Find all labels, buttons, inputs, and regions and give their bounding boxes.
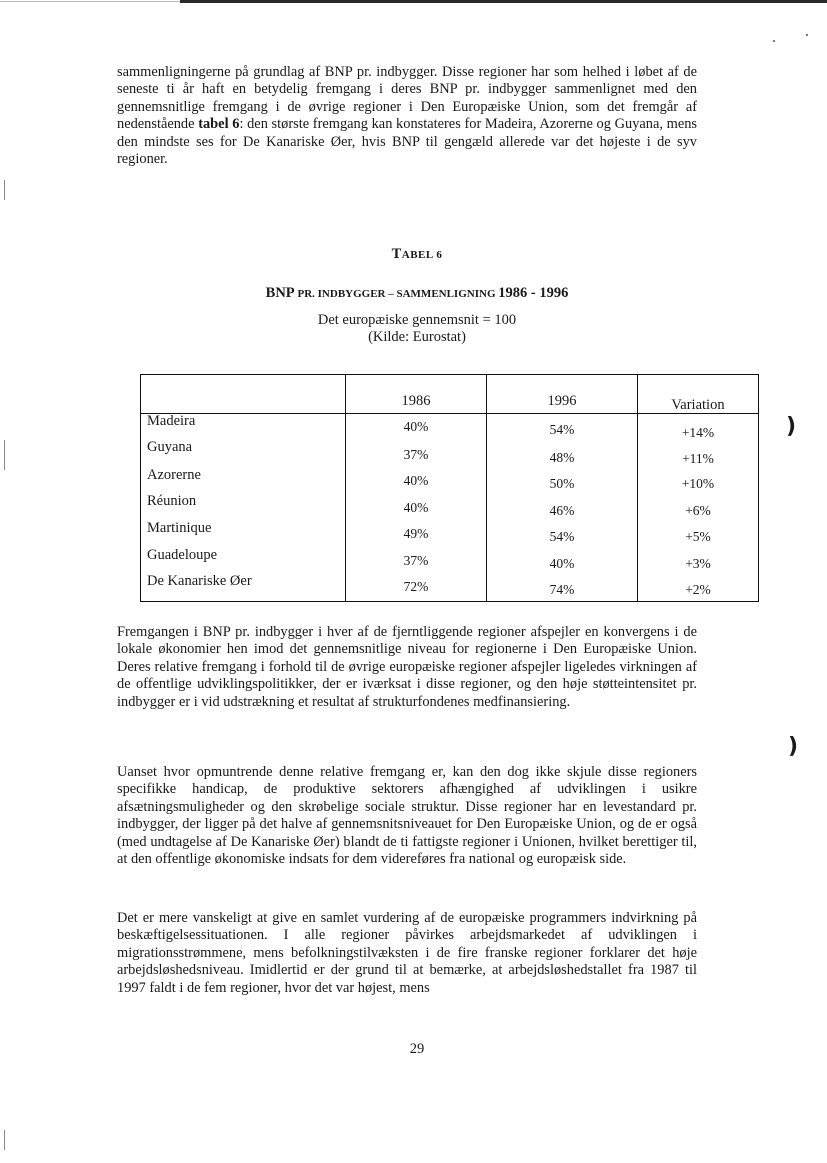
- page-number: 29: [409, 1041, 425, 1057]
- column-header-variation: Variation: [671, 397, 725, 413]
- table-row-region: De Kanariske Øer: [147, 573, 252, 589]
- scan-top-edge: [180, 0, 827, 3]
- gdp-table: [140, 374, 759, 602]
- table-title: BNP PR. INDBYGGER – SAMMENLIGNING 1986 - 1996: [265, 285, 569, 301]
- column-header-1996: 1996: [547, 393, 577, 409]
- table-row-region: Guyana: [147, 439, 193, 455]
- table-cell-1996: 40%: [549, 556, 575, 571]
- table-cell-variation: +6%: [685, 503, 711, 518]
- table-cell-1986: 40%: [403, 419, 429, 434]
- table-cell-1986: 49%: [403, 526, 429, 541]
- scan-left-mark: [4, 180, 5, 200]
- scan-speck: [773, 40, 775, 42]
- scan-speck: [806, 34, 808, 36]
- paragraph-convergence: Fremgangen i BNP pr. indbygger i hver af de fjerntliggende regioner afspejler en konvergens i de lokale økonomier hen imod det gennemsnitlige niveau for regionerne i Den Europæiske Union. Deres relative fremgang i forhold til de øvrige europæiske regioner afspejler ligeledes virkningen af de offentlige udviklingspolitikker, der er iværksat i disse regioner, og den høje støtteintensitet pr. indbygger er i vid udstrækning et resultat af strukturfondenes medfinansiering.: [117, 624, 697, 710]
- table-reference: tabel 6: [198, 116, 240, 133]
- scan-top-edge-faint: [0, 1, 180, 2]
- table-source: (Kilde: Eurostat): [368, 329, 466, 345]
- table-row-region: Guadeloupe: [147, 547, 218, 563]
- table-cell-variation: +10%: [681, 476, 715, 491]
- table-row-region: Madeira: [147, 413, 196, 429]
- table-cell-1986: 40%: [403, 500, 429, 515]
- table-cell-variation: +14%: [681, 425, 715, 440]
- scan-left-mark: [4, 1130, 5, 1150]
- table-caption: TABEL 6: [391, 246, 443, 262]
- paragraph-text-run: : den største fremgang kan konstateres for Madeira, Azorerne og Guyana, mens den mindste ses for De Kanariske Øer, hvis BNP til gengæld allerede var det højeste i de syv regioner.: [117, 116, 698, 168]
- table-cell-variation: +3%: [685, 556, 711, 571]
- table-cell-1996: 50%: [549, 476, 575, 491]
- table-cell-1996: 74%: [549, 582, 575, 597]
- table-cell-variation: +5%: [685, 529, 711, 544]
- scan-left-mark: [4, 440, 5, 470]
- scan-margin-mark: ): [786, 414, 797, 439]
- table-cell-1986: 37%: [403, 553, 429, 568]
- table-row-region: Réunion: [147, 493, 197, 509]
- table-cell-1986: 40%: [403, 473, 429, 488]
- table-row-region: Azorerne: [147, 467, 201, 483]
- table-cell-1996: 46%: [549, 503, 575, 518]
- table-cell-1996: 54%: [549, 529, 575, 544]
- paragraph-text-run: sammenligningerne på grundlag af BNP pr. indbygger. Disse regioner har som helhed i løbet af de seneste ti år haft en betydelig fremgang i deres BNP pr. indbygger sammenlignet med den gennemsnitlige fremgang i de øvrige regioner i Den Europæiske Union, som det fremgår af nedenstående: [117, 64, 697, 133]
- table-subtitle: Det europæiske gennemsnit = 100: [317, 312, 517, 328]
- table-cell-variation: +11%: [682, 451, 714, 466]
- paragraph-intro: [117, 64, 697, 168]
- paragraph-handicaps: Uanset hvor opmuntrende denne relative fremgang er, kan den dog ikke skjule disse regioners specifikke handicap, de produktive sektorers afhængighed af udviklingen i usikre afsætningsmuligheder og den skrøbelige sociale struktur. Disse regioner har en levestandard pr. indbygger, der ligger på det halve af gennemsnitsniveauet for Den Europæiske Union, og de er også (med undtagelse af De Kanariske Øer) blandt de ti fattigste regioner i Unionen, hvilket berettiger til, at den offentlige økonomiske indsats for dem videreføres fra national og europæisk side.: [117, 764, 697, 868]
- scan-margin-mark: ): [788, 734, 799, 759]
- table-row-region: Martinique: [147, 520, 212, 536]
- table-cell-variation: +2%: [685, 582, 711, 597]
- table-cell-1996: 48%: [549, 450, 575, 465]
- table-cell-1986: 72%: [403, 579, 429, 594]
- column-header-1986: 1986: [401, 393, 431, 409]
- table-cell-1996: 54%: [549, 422, 575, 437]
- table-cell-1986: 37%: [403, 447, 429, 462]
- paragraph-employment: Det er mere vanskeligt at give en samlet vurdering af de europæiske programmers indvirkning på beskæftigelsessituationen. I alle regioner påvirkes arbejdsmarkedet af udviklingen i migrationsstrømmene, mens befolkningstilvæksten i de fire franske regioner forklarer det høje arbejdsløshedsniveau. Imidlertid er der grund til at bemærke, at arbejdsløshedstallet fra 1987 til 1997 faldt i de fem regioner, hvor det var højest, mens: [117, 910, 697, 996]
